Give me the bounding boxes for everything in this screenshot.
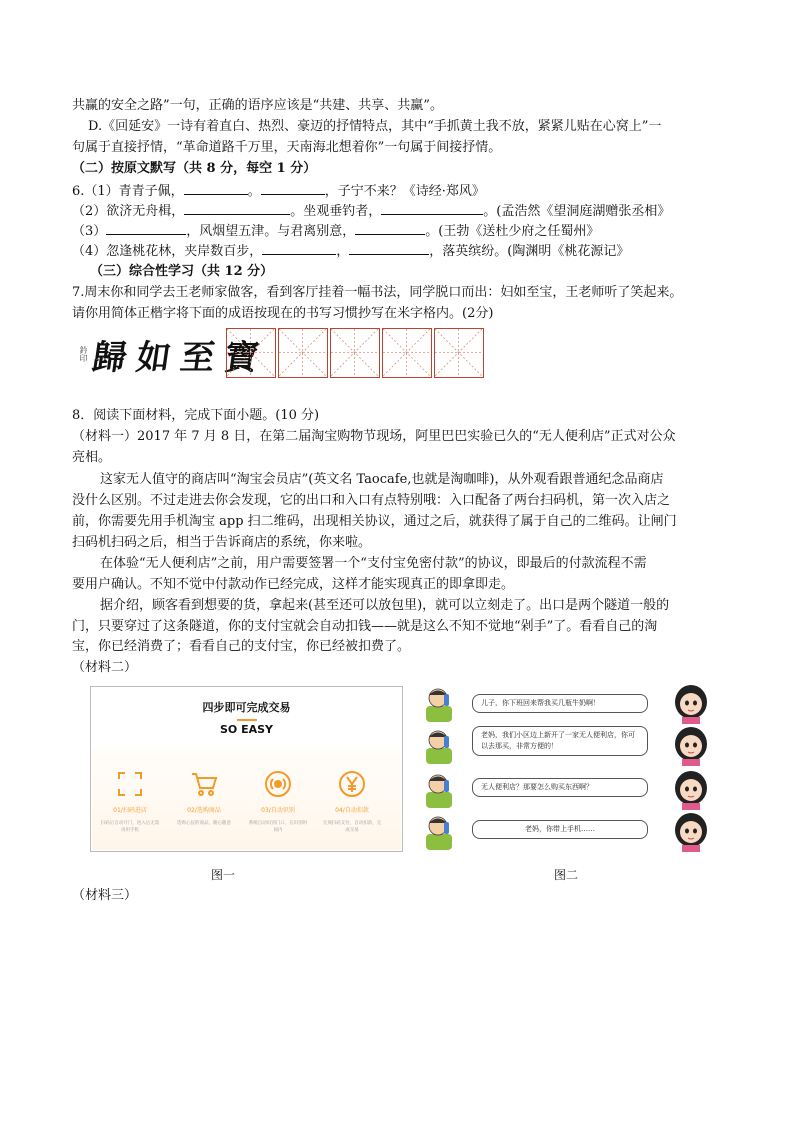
answer-blank[interactable]	[261, 180, 325, 195]
answer-blank[interactable]	[184, 180, 248, 195]
step-description: 扫码后自动开门，进入后无需再用手机	[100, 821, 160, 833]
material-line: 宝，你已经消费了；看看自己的支付宝，你已经被扣费了。	[72, 639, 411, 654]
material-line: 要用户确认。不知不觉中付款动作已经完成，这样才能实现真正的即拿即走。	[72, 577, 515, 592]
woman-icon	[672, 770, 710, 810]
question-6-2	[72, 200, 670, 222]
speech-bubble: 老妈，你带上手机……	[472, 820, 648, 839]
text: 。(王勃《送杜少府之任蜀州》	[425, 224, 600, 239]
text: ，落英缤纷。(陶渊明《桃花源记》	[429, 244, 630, 259]
calligraphy-char: 如	[133, 337, 174, 378]
question-7-instruction: 请你用简体正楷字将下面的成语按现在的书写习惯抄写在米字格内。(2分)	[72, 306, 494, 321]
step-description: 系统自动识别门口，在识别时间内	[248, 821, 308, 833]
question-6-1	[72, 180, 485, 202]
text-line: 共赢的安全之路”一句，正确的语序应该是“共建、共享、共赢”。	[72, 98, 443, 113]
answer-blank[interactable]	[381, 200, 483, 215]
material-line: 前，你需要先用手机淘宝 app 扫二维码，出现相关协议，通过之后，就获得了属于自己的二维码。让闸门	[72, 514, 677, 529]
material-line: 没什么区别。不过走进去你会发现，它的出口和入口有点特别哦：入口配备了两台扫码机，第一次入店之	[72, 493, 671, 508]
material-label: （材料二）	[72, 660, 138, 675]
seal-mark: 鈐印	[79, 346, 88, 362]
mizige-cell[interactable]	[278, 328, 328, 378]
material-line: 扫码机扫码之后，相当于告诉商店的系统，你来啦。	[72, 535, 372, 550]
material-line: 门，只要穿过了这条隧道，你的支付宝就会自动扣钱——就是这么不知不觉地“剁手”了。看看自己的淘	[72, 619, 658, 634]
mizige-cell[interactable]	[382, 328, 432, 378]
man-on-phone-icon	[420, 814, 460, 850]
figure-two-comic-dialogue	[420, 684, 710, 854]
step-label: 04/自动扣款	[335, 807, 369, 814]
question-6-4	[72, 240, 629, 262]
section-heading: （二）按原文默写（共 8 分，每空 1 分）	[72, 161, 317, 176]
section-heading: （三）综合性学习（共 12 分）	[90, 264, 274, 279]
question-8: 8．阅读下面材料，完成下面小题。(10 分)	[72, 408, 320, 423]
comic-row	[420, 726, 710, 766]
answer-blank[interactable]	[349, 240, 429, 255]
calligraphy-char: 寶	[221, 337, 262, 378]
material-line: 亮相。	[72, 450, 112, 465]
figure-subtitle: SO EASY	[219, 723, 274, 736]
text: （3）	[72, 224, 107, 239]
answer-blank[interactable]	[184, 200, 290, 215]
calligraphy-char: 歸	[89, 337, 130, 378]
comic-row	[420, 812, 710, 852]
man-on-phone-icon	[420, 686, 460, 722]
woman-icon	[672, 726, 710, 766]
text-line: 句属于直接抒情，“革命道路千万里，天南海北想着你”一句属于间接抒情。	[72, 140, 502, 155]
answer-blank[interactable]	[262, 240, 336, 255]
material-label: （材料三）	[72, 888, 138, 903]
scan-icon	[115, 769, 145, 799]
text: 6.（1）青青子佩，	[72, 184, 184, 199]
text: 。(孟浩然《望洞庭湖赠张丞相》	[483, 204, 671, 219]
speech-bubble: 老妈，我们小区边上新开了一家无人便利店，你可以去那买，非常方便的！	[472, 726, 648, 756]
mizige-grid	[226, 328, 486, 378]
question-6-3	[72, 220, 599, 242]
mizige-cell[interactable]	[330, 328, 380, 378]
text: ，	[336, 244, 350, 259]
step-description: 无须扫码支付，自动扣款，完成交易	[322, 821, 382, 833]
comic-row	[420, 770, 710, 810]
text-line: D.《回延安》一诗有着直白、热烈、豪迈的抒情特点，其中“手抓黄土我不放，紧紧儿贴在心窝上”一	[88, 119, 662, 134]
text: ，子宁不来？《诗经·郑风》	[324, 184, 485, 199]
man-on-phone-icon	[420, 728, 460, 764]
material-line: （材料一）2017 年 7 月 8 日，在第二届淘宝购物节现场，阿里巴巴实验已久的“无人便利店”正式对公众	[72, 429, 676, 444]
text: （2）欲济无舟楫，	[72, 204, 185, 219]
figure-caption: 图二	[554, 868, 579, 882]
figure-caption: 图一	[211, 868, 236, 882]
material-line: 这家无人值守的商店叫“淘宝会员店”(英文名 Taocafe,也就是淘咖啡)，从外观看跟普通纪念品商店	[100, 472, 664, 487]
step-select	[173, 769, 235, 827]
man-on-phone-icon	[420, 772, 460, 808]
material-line: 在体验“无人便利店”之前，用户需要签署一个“支付宝免密付款”的协议，即最后的付款流程不需	[100, 556, 647, 571]
mizige-cell[interactable]	[434, 328, 484, 378]
text: （4）忽逢桃花林，夹岸数百步，	[72, 244, 263, 259]
speech-bubble: 儿子，你下班回来帮我买几瓶牛奶啊！	[472, 694, 648, 713]
step-recognize	[247, 769, 309, 834]
step-label: 02/选购商品	[187, 807, 221, 814]
signal-icon	[263, 769, 293, 799]
woman-icon	[672, 812, 710, 852]
comic-row	[420, 684, 710, 724]
figure-one-transaction-steps	[90, 686, 403, 852]
figure-title: 四步即可完成交易	[91, 699, 402, 721]
answer-blank[interactable]	[355, 220, 425, 235]
cart-icon	[189, 769, 219, 799]
step-label: 01/扫码进店	[113, 807, 147, 814]
text: 。坐观垂钓者，	[290, 204, 382, 219]
speech-bubble: 无人便利店？那要怎么购买东西啊？	[472, 778, 648, 797]
step-label: 03/自动识别	[261, 807, 295, 814]
answer-blank[interactable]	[106, 220, 186, 235]
step-description: 选购心仪的商品，随心随意	[177, 821, 231, 826]
calligraphy-char: 至	[177, 337, 218, 378]
text: 。	[247, 184, 261, 199]
text: ，风烟望五津。与君离别意，	[186, 224, 356, 239]
step-payment	[321, 769, 383, 834]
yen-icon	[337, 769, 367, 799]
woman-icon	[672, 684, 710, 724]
material-line: 据介绍，顾客看到想要的货，拿起来(甚至还可以放包里)，就可以立刻走了。出口是两个隧道一般的	[100, 598, 670, 613]
step-scan	[99, 769, 161, 834]
question-7: 7.周末你和同学去王老师家做客，看到客厅挂着一幅书法，同学脱口而出：妇如至宝，王老师听了笑起来。	[72, 285, 683, 300]
mizige-cell[interactable]	[226, 328, 276, 378]
